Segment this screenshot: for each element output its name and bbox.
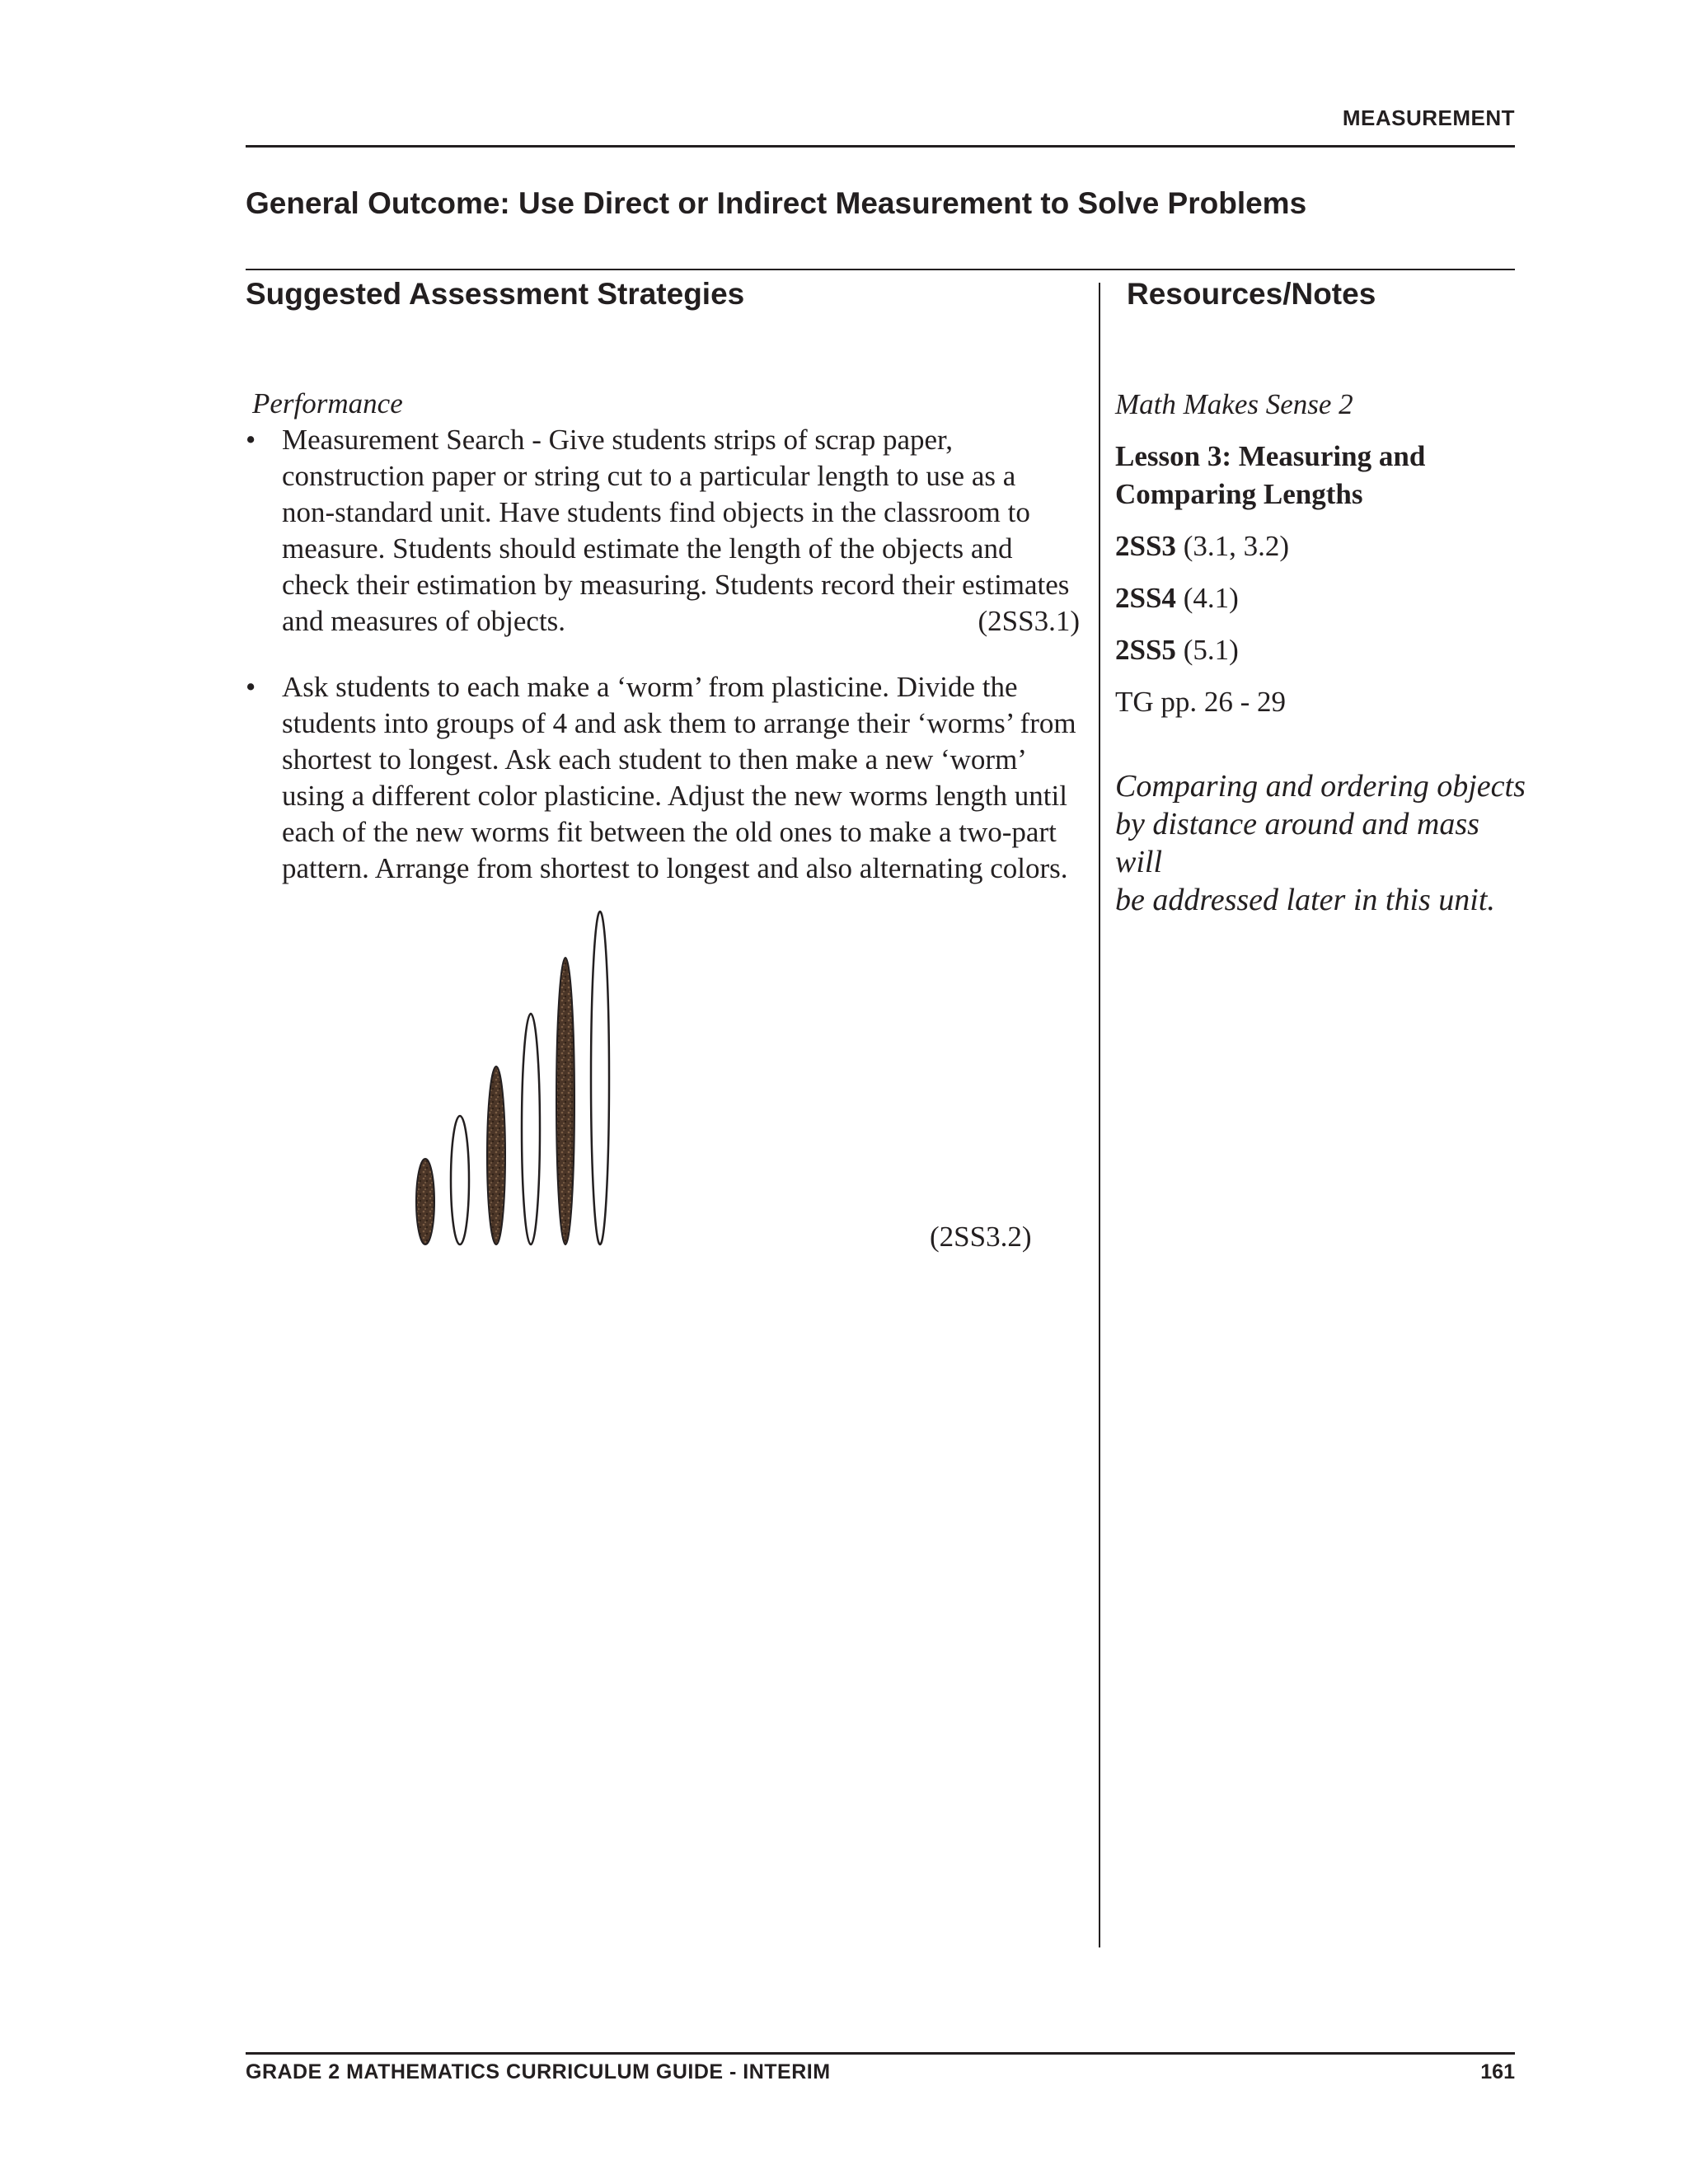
item-text-line: Ask students to each make a ‘worm’ from plasticine. Divide the — [282, 671, 1018, 703]
general-outcome-title: General Outcome: Use Direct or Indirect Measurement to Solve Problems — [246, 186, 1307, 220]
teacher-guide-pages: TG pp. 26 - 29 — [1115, 686, 1287, 718]
resource-outcome — [1115, 631, 1527, 669]
lesson-title-line: Lesson 3: Measuring and — [1115, 440, 1426, 472]
item-text-line: Measurement Search - Give students strips of scrap paper, — [282, 424, 954, 456]
item-text-line: pattern. Arrange from shortest to longest and also alternating colors. — [282, 852, 1068, 884]
worm-light-2 — [522, 1014, 540, 1244]
outcome-detail: (3.1, 3.2) — [1175, 530, 1289, 562]
outcome-reference: (2SS3.2) — [930, 1221, 1032, 1253]
outcome-code: 2SS3 — [1115, 530, 1176, 562]
resources-notes — [1115, 386, 1527, 919]
item-text-line: measure. Students should estimate the length of the objects and — [282, 532, 1013, 565]
assessment-strategies — [246, 386, 1080, 887]
footer-rule — [246, 2052, 1515, 2055]
outcome-rule — [246, 269, 1515, 270]
note-line: be addressed later in this unit. — [1115, 883, 1495, 917]
item-text-line: each of the new worms fit between the old ones to make a two-part — [282, 816, 1057, 848]
column-divider — [1099, 283, 1100, 1947]
assessment-item-1 — [246, 422, 1080, 640]
outcome-detail: (5.1) — [1175, 634, 1239, 666]
resource-outcome — [1115, 579, 1527, 617]
outcome-code: 2SS5 — [1115, 634, 1176, 666]
bullet-marker: • — [246, 424, 256, 456]
bullet-marker: • — [246, 671, 256, 703]
lesson-title-line: Comparing Lengths — [1115, 478, 1363, 510]
item-text: and measures of objects. — [282, 605, 566, 637]
section-header: MEASUREMENT — [1342, 105, 1515, 130]
assessment-item-2 — [246, 669, 1080, 887]
note-line: by distance around and mass will — [1115, 807, 1479, 879]
item-text-line: non-standard unit. Have students find objects in the classroom to — [282, 496, 1030, 528]
item-text-line: check their estimation by measuring. Students record their estimates — [282, 569, 1070, 601]
assessment-column-heading: Suggested Assessment Strategies — [246, 277, 745, 311]
worm-dark-3 — [556, 958, 574, 1244]
assessment-category: Performance — [252, 387, 403, 419]
page-number: 161 — [1480, 2060, 1515, 2083]
item-text-line: students into groups of 4 and ask them to arrange their ‘worms’ from — [282, 707, 1076, 739]
resource-lesson-title — [1115, 438, 1527, 513]
item-text-line: using a different color plasticine. Adjust the new worms length until — [282, 780, 1067, 812]
item-text-line: shortest to longest. Ask each student to then make a new ‘worm’ — [282, 743, 1027, 776]
outcome-detail: (4.1) — [1175, 582, 1239, 614]
worm-light-1 — [451, 1116, 469, 1244]
item-text-line-last — [282, 603, 1080, 640]
resource-outcome — [1115, 527, 1527, 565]
worm-light-3 — [591, 912, 609, 1244]
item-text-line: construction paper or string cut to a particular length to use as a — [282, 460, 1016, 492]
outcome-reference: (2SS3.1) — [978, 605, 1080, 637]
resource-note — [1115, 767, 1527, 919]
outcome-code: 2SS4 — [1115, 582, 1176, 614]
worm-dark-2 — [487, 1066, 505, 1244]
note-line: Comparing and ordering objects — [1115, 769, 1526, 804]
resources-column-heading: Resources/Notes — [1127, 277, 1376, 311]
worm-dark-1 — [416, 1159, 434, 1244]
footer-guide-title: GRADE 2 MATHEMATICS CURRICULUM GUIDE - INTERIM — [246, 2060, 831, 2083]
header-rule — [246, 145, 1515, 148]
worms-illustration — [396, 907, 626, 1253]
resource-book-title: Math Makes Sense 2 — [1115, 388, 1353, 420]
